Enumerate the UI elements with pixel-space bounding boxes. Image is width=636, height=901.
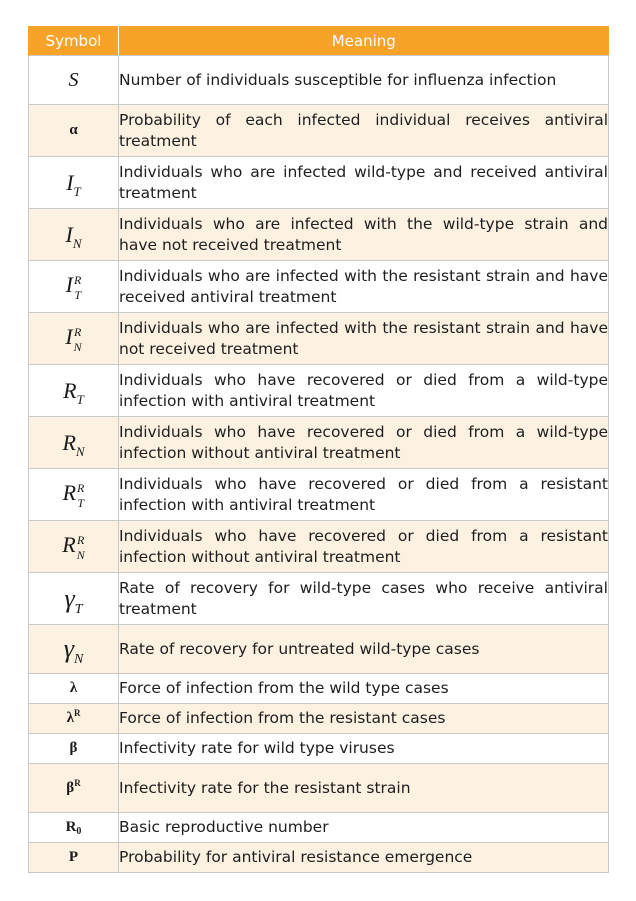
meaning-cell: Probability for antiviral resistance emergence <box>119 843 609 873</box>
symbol-base: I <box>65 324 73 350</box>
symbol-subscript: N <box>76 547 85 562</box>
meaning-cell: Force of infection from the wild type cases <box>119 674 609 704</box>
symbol-cell <box>29 261 119 313</box>
header-meaning: Meaning <box>119 26 609 56</box>
header-row <box>29 26 609 56</box>
symbol-base: I <box>66 169 74 195</box>
symbol-subscript: N <box>75 443 85 459</box>
symbol-table <box>28 26 609 873</box>
symbol-cell <box>29 365 119 417</box>
symbol-base: α <box>69 122 78 138</box>
symbol-cell <box>29 417 119 469</box>
table-row <box>29 734 609 764</box>
symbol-base: R <box>62 429 76 455</box>
symbol-subscript: T <box>77 495 85 510</box>
symbol-cell <box>29 704 119 734</box>
meaning-cell: Number of individuals susceptible for influenza infection <box>119 56 609 105</box>
symbol-base: R <box>63 377 77 403</box>
symbol-base: P <box>68 849 79 865</box>
symbol-subscript: N <box>73 339 82 354</box>
table-row <box>29 56 609 105</box>
meaning-cell: Individuals who are infected with the resistant strain and have not received treatment <box>119 313 609 365</box>
meaning-cell: Probability of each infected individual receives antiviral treatment <box>119 105 609 157</box>
table-row <box>29 157 609 209</box>
symbol-cell <box>29 521 119 573</box>
meaning-cell: Individuals who have recovered or died from a resistant infection with antiviral treatment <box>119 469 609 521</box>
symbol-cell <box>29 157 119 209</box>
meaning-cell: Individuals who are infected with the wild-type strain and have not received treatment <box>119 209 609 261</box>
symbol-base: I <box>65 272 73 298</box>
symbol-cell <box>29 764 119 813</box>
symbol-superscript: R <box>77 480 85 495</box>
table-row <box>29 674 609 704</box>
symbol-subscript: T <box>73 183 81 199</box>
symbol-subscript: 0 <box>76 826 82 837</box>
symbol-base: R <box>62 532 76 558</box>
table-row <box>29 417 609 469</box>
symbol-subscript: T <box>74 601 83 617</box>
meaning-cell: Rate of recovery for untreated wild-type cases <box>119 625 609 674</box>
symbol-base: λ <box>66 710 74 726</box>
meaning-cell: Individuals who are infected with the resistant strain and have received antiviral treatment <box>119 261 609 313</box>
symbol-cell <box>29 573 119 625</box>
symbol-subscript: T <box>74 287 81 302</box>
symbol-base: I <box>65 221 73 247</box>
symbol-base: β <box>69 740 78 756</box>
symbol-superscript: R <box>77 532 85 547</box>
symbol-base: γ <box>63 634 74 663</box>
table-row <box>29 764 609 813</box>
meaning-cell: Individuals who have recovered or died from a resistant infection without antiviral treatment <box>119 521 609 573</box>
symbol-base: β <box>66 779 75 796</box>
table-row <box>29 704 609 734</box>
symbol-base: R <box>62 480 77 506</box>
symbol-superscript: R <box>73 708 81 718</box>
symbol-subscript: N <box>73 652 84 667</box>
symbol-superscript: R <box>73 272 82 287</box>
table-row <box>29 365 609 417</box>
meaning-cell: Infectivity rate for the resistant strain <box>119 764 609 813</box>
table-row <box>29 469 609 521</box>
symbol-subscript: T <box>76 391 84 407</box>
symbol-subscript: N <box>72 235 82 251</box>
symbol-cell <box>29 625 119 674</box>
meaning-cell: Infectivity rate for wild type viruses <box>119 734 609 764</box>
meaning-cell: Basic reproductive number <box>119 813 609 843</box>
symbol-cell <box>29 469 119 521</box>
symbol-cell <box>29 209 119 261</box>
meaning-cell: Force of infection from the resistant cases <box>119 704 609 734</box>
table-row <box>29 843 609 873</box>
symbol-base: S <box>68 68 79 91</box>
table-row <box>29 813 609 843</box>
symbol-cell <box>29 313 119 365</box>
symbol-cell <box>29 734 119 764</box>
symbol-superscript: R <box>74 777 81 788</box>
symbol-cell <box>29 843 119 873</box>
meaning-cell: Individuals who are infected wild-type and received antiviral treatment <box>119 157 609 209</box>
table-row <box>29 209 609 261</box>
table-row <box>29 105 609 157</box>
symbol-base: γ <box>64 583 75 613</box>
table-row <box>29 573 609 625</box>
meaning-cell: Individuals who have recovered or died from a wild-type infection with antiviral treatment <box>119 365 609 417</box>
table-row <box>29 625 609 674</box>
symbol-cell <box>29 674 119 704</box>
table-row <box>29 261 609 313</box>
symbol-cell <box>29 105 119 157</box>
table-row <box>29 521 609 573</box>
meaning-cell: Rate of recovery for wild-type cases who receive antiviral treatment <box>119 573 609 625</box>
symbol-cell <box>29 813 119 843</box>
symbol-cell <box>29 56 119 105</box>
symbol-base: λ <box>69 680 78 696</box>
meaning-cell: Individuals who have recovered or died from a wild-type infection without antiviral treatment <box>119 417 609 469</box>
table-row <box>29 313 609 365</box>
symbol-base: R <box>65 819 77 835</box>
header-symbol: Symbol <box>29 26 119 56</box>
symbol-superscript: R <box>73 324 82 339</box>
